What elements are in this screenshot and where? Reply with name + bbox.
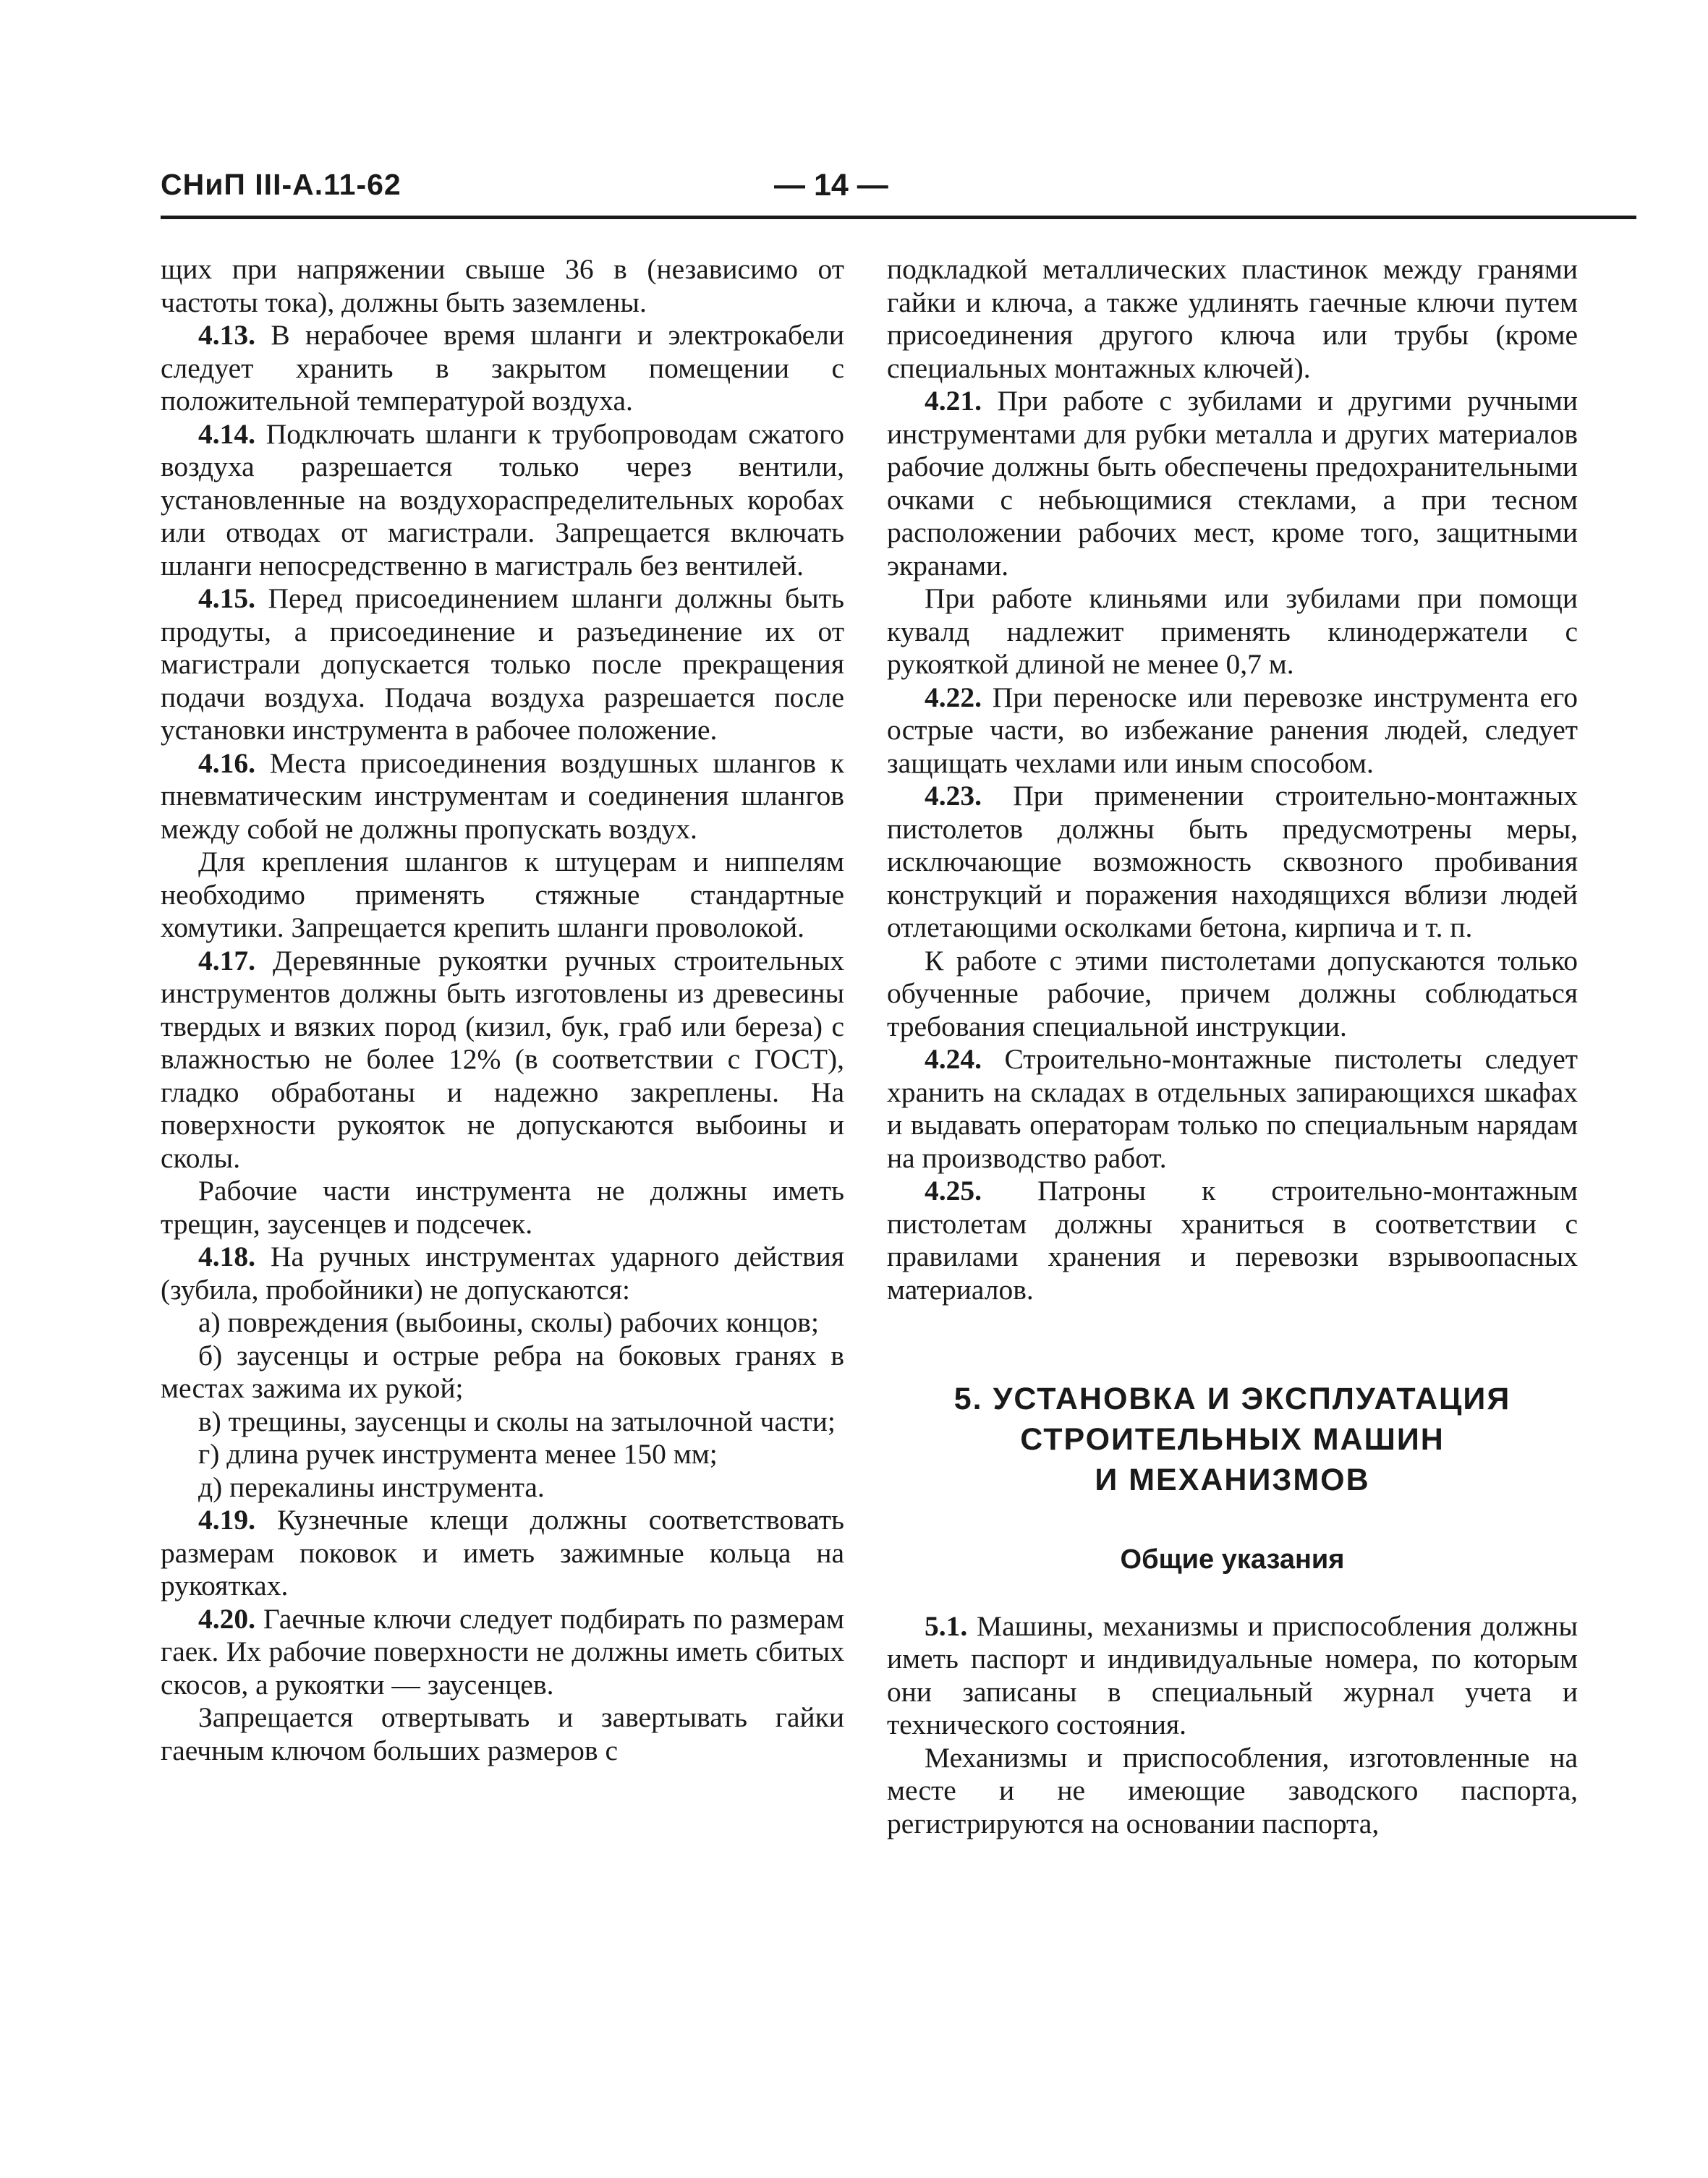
clause-number: 5.1. <box>925 1609 968 1642</box>
clause-number: 4.19. <box>198 1504 255 1536</box>
page-header <box>161 168 1636 211</box>
paragraph <box>161 253 844 319</box>
clause-text: Кузнечные клещи должны соответствовать размерам поковок и иметь зажимные кольца на рукоятках. <box>161 1504 844 1601</box>
section-title-line: СТРОИТЕЛЬНЫХ МАШИН <box>1020 1422 1445 1457</box>
clause-4-22 <box>887 681 1578 780</box>
clause-text: Машины, механизмы и приспособления должны иметь паспорт и индивидуальные номера, по которым они записаны в специальный журнал учета и технического состояния. <box>887 1609 1578 1740</box>
clause-4-24 <box>887 1043 1578 1175</box>
clause-number: 4.24. <box>925 1043 982 1075</box>
clause-number: 4.13. <box>198 319 255 351</box>
clause-text: На ручных инструментах ударного действия (зубила, пробойники) не допускаются: <box>161 1241 844 1306</box>
clause-number: 4.22. <box>925 681 982 713</box>
section-title <box>887 1379 1578 1500</box>
paragraph: К работе с этими пистолетами допускаются только обученные рабочие, причем должны соблюдаться требования специальной инструкции. <box>887 944 1578 1042</box>
paragraph: Механизмы и приспособления, изготовленные на месте и не имеющие заводского паспорта, регистрируются на основании паспорта, <box>887 1741 1578 1839</box>
clause-4-20 <box>161 1603 844 1702</box>
clause-4-18 <box>161 1241 844 1306</box>
clause-text: Подключать шланги к трубопроводам сжатого воздуха разрешается только через вентили, установленные на воздухораспределительных коробах или отводах от магистрали. Запрещается включать шланги непосредственно в магистраль без вентилей. <box>161 417 844 582</box>
paragraph: Запрещается отвертывать и завертывать гайки гаечным ключом больших размеров с <box>161 1701 844 1766</box>
clause-number: 4.23. <box>925 780 982 812</box>
clause-text: При переноске или перевозке инструмента его острые части, во избежание ранения людей, следует защищать чехлами или иным способом. <box>887 681 1578 779</box>
clause-text: Патроны к строительно-монтажным пистолетам должны храниться в соответствии с правилами хранения и перевозки взрывоопасных материалов. <box>887 1175 1578 1306</box>
clause-4-21 <box>887 385 1578 582</box>
list-item: г) длина ручек инструмента менее 150 мм; <box>198 1438 718 1470</box>
clause-text: Деревянные рукоятки ручных строительных инструментов должны быть изготовлены из древесины твердых и вязких пород (кизил, бук, граб или береза) с влажностью не более 12% (в соответствии с ГОСТ), гладко обработаны и надежно закреплены. На поверхности рукояток не допускаются выбоины и сколы. <box>161 944 844 1174</box>
clause-4-13 <box>161 319 844 418</box>
clause-4-25 <box>887 1175 1578 1306</box>
list-item: в) трещины, заусенцы и сколы на затылочной части; <box>198 1405 836 1437</box>
clause-number: 4.20. <box>198 1602 255 1635</box>
clause-4-15 <box>161 582 844 747</box>
list-item: а) повреждения (выбоины, сколы) рабочих концов; <box>198 1306 819 1338</box>
paragraph: подкладкой металлических пластинок между гранями гайки и ключа, а также удлинять гаечные ключи путем присоединения другого ключа или трубы (кроме специальных монтажных ключей). <box>887 253 1578 384</box>
clause-text: Места присоединения воздушных шлангов к пневматическим инструментам и соединения шлангов между собой не должны пропускать воздух. <box>161 746 844 845</box>
clause-text: Строительно-монтажные пистолеты следует хранить на складах в отдельных запирающихся шкафах и выдавать операторам только по специальным нарядам на производство работ. <box>887 1043 1578 1174</box>
clause-4-19 <box>161 1504 844 1603</box>
clause-number: 4.15. <box>198 582 255 614</box>
clause-number: 4.21. <box>925 385 982 417</box>
list-item: б) заусенцы и острые ребра на боковых гранях в местах зажима их рукой; <box>161 1339 844 1404</box>
subsection-title: Общие указания <box>1120 1544 1345 1575</box>
clause-text: Перед присоединением шланги должны быть продуты, а присоединение и разъединение их от магистрали допускается только после прекращения подачи воздуха. Подача воздуха разрешается после установки инструмента в рабочее положение. <box>161 582 844 746</box>
section-title-line: И МЕХАНИЗМОВ <box>1095 1463 1370 1497</box>
clause-5-1 <box>887 1610 1578 1742</box>
document-code: СНиП III-А.11-62 <box>161 168 401 201</box>
clause-number: 4.14. <box>198 417 255 450</box>
left-column <box>161 253 844 1767</box>
clause-number: 4.25. <box>925 1175 982 1207</box>
clause-text: В нерабочее время шланги и электрокабели следует хранить в закрытом помещении с положительной температурой воздуха. <box>161 319 844 417</box>
clause-4-14 <box>161 418 844 583</box>
paragraph: Для крепления шлангов к штуцерам и ниппелям необходимо применять стяжные стандартные хомутики. Запрещается крепить шланги проволокой. <box>161 846 844 943</box>
clause-number: 4.18. <box>198 1241 255 1272</box>
paragraph: Рабочие части инструмента не должны иметь трещин, заусенцев и подсечек. <box>161 1175 844 1240</box>
section-title-line: 5. УСТАНОВКА И ЭКСПЛУАТАЦИЯ <box>953 1382 1511 1416</box>
paragraph-text: щих при напряжении свыше 36 в (независимо от частоты тока), должны быть заземлены. <box>161 253 844 318</box>
clause-number: 4.17. <box>198 944 255 977</box>
header-rule <box>161 216 1636 219</box>
clause-4-16 <box>161 747 844 846</box>
right-column <box>887 253 1578 1840</box>
paragraph: При работе клиньями или зубилами при помощи кувалд надлежит применять клинодержатели с рукояткой длиной не менее 0,7 м. <box>887 582 1578 680</box>
clause-4-17 <box>161 945 844 1175</box>
clause-4-23 <box>887 780 1578 945</box>
clause-number: 4.16. <box>198 746 255 779</box>
clause-text: Гаечные ключи следует подбирать по размерам гаек. Их рабочие поверхности не должны иметь сбитых скосов, а рукоятки — заусенцев. <box>161 1602 844 1701</box>
clause-text: При работе с зубилами и другими ручными инструментами для рубки металла и других материалов рабочие должны быть обеспечены предохранительными очками с небьющимися стеклами, а при тесном расположении рабочих мест, кроме того, защитными экранами. <box>887 385 1578 582</box>
clause-text: При применении строительно-монтажных пистолетов должны быть предусмотрены меры, исключающие возможность сквозного пробивания конструкций и поражения находящихся вблизи людей отлетающими осколками бетона, кирпича и т. п. <box>887 780 1578 943</box>
page-number: — 14 — <box>774 168 888 203</box>
list-item: д) перекалины инструмента. <box>198 1471 545 1503</box>
